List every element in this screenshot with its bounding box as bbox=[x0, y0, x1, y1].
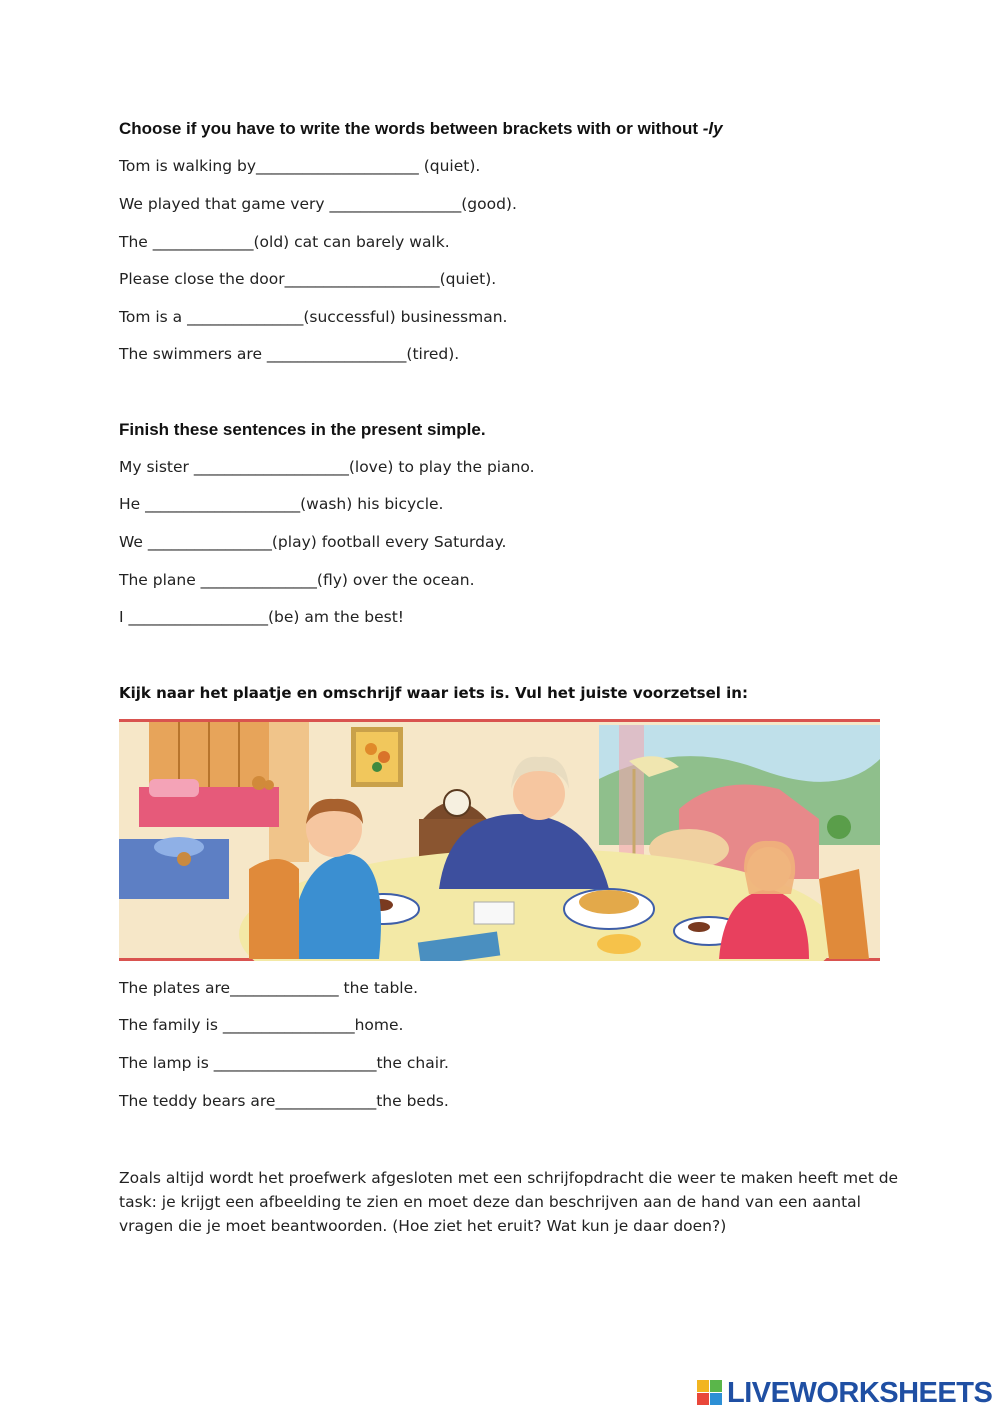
section2-line-5: I __________________(be) am the best! bbox=[119, 608, 405, 626]
brand-name: LIVEWORKSHEETS bbox=[727, 1376, 993, 1409]
section3-heading: Kijk naar het plaatje en omschrijf waar iets is. Vul het juiste voorzetsel in: bbox=[119, 684, 748, 702]
section1-line-2: We played that game very _________________(good). bbox=[119, 195, 517, 213]
section3-line-4: The teddy bears are_____________the beds. bbox=[119, 1092, 449, 1110]
closing-paragraph: Zoals altijd wordt het proefwerk afgesloten met een schrijfopdracht die weer te maken heeft met de task: je krijgt een afbeelding te zien en moet deze dan beschrijven aan de hand van een aantal vragen die je moet beantwoorden. (Hoe ziet het eruit? Wat kun je daar doen?) bbox=[119, 1169, 899, 1235]
section1-line-5: Tom is a _______________(successful) businessman. bbox=[119, 308, 508, 326]
logo-blocks-icon bbox=[697, 1380, 723, 1406]
section3-line-3: The lamp is _____________________the chair. bbox=[119, 1054, 449, 1072]
painting-sunflowers bbox=[351, 727, 403, 787]
section1-line-4: Please close the door____________________(quiet). bbox=[119, 270, 497, 288]
section2-line-2: He ____________________(wash) his bicycle. bbox=[119, 495, 444, 513]
section1-heading: Choose if you have to write the words between brackets with or without -ly bbox=[119, 119, 723, 138]
family-dinner-illustration bbox=[119, 719, 880, 961]
liveworksheets-logo bbox=[697, 1376, 992, 1410]
section3-line-2: The family is _________________home. bbox=[119, 1016, 404, 1034]
section2-line-1: My sister ____________________(love) to play the piano. bbox=[119, 458, 535, 476]
section1-line-6: The swimmers are __________________(tired). bbox=[119, 345, 460, 363]
section3-line-1: The plates are______________ the table. bbox=[119, 979, 419, 997]
section1-line-1: Tom is walking by_____________________ (quiet). bbox=[119, 157, 481, 175]
section2-line-3: We ________________(play) football every Saturday. bbox=[119, 533, 507, 551]
section2-heading: Finish these sentences in the present simple. bbox=[119, 420, 486, 439]
section1-line-3: The _____________(old) cat can barely walk. bbox=[119, 233, 450, 251]
section2-line-4: The plane _______________(fly) over the ocean. bbox=[119, 571, 475, 589]
